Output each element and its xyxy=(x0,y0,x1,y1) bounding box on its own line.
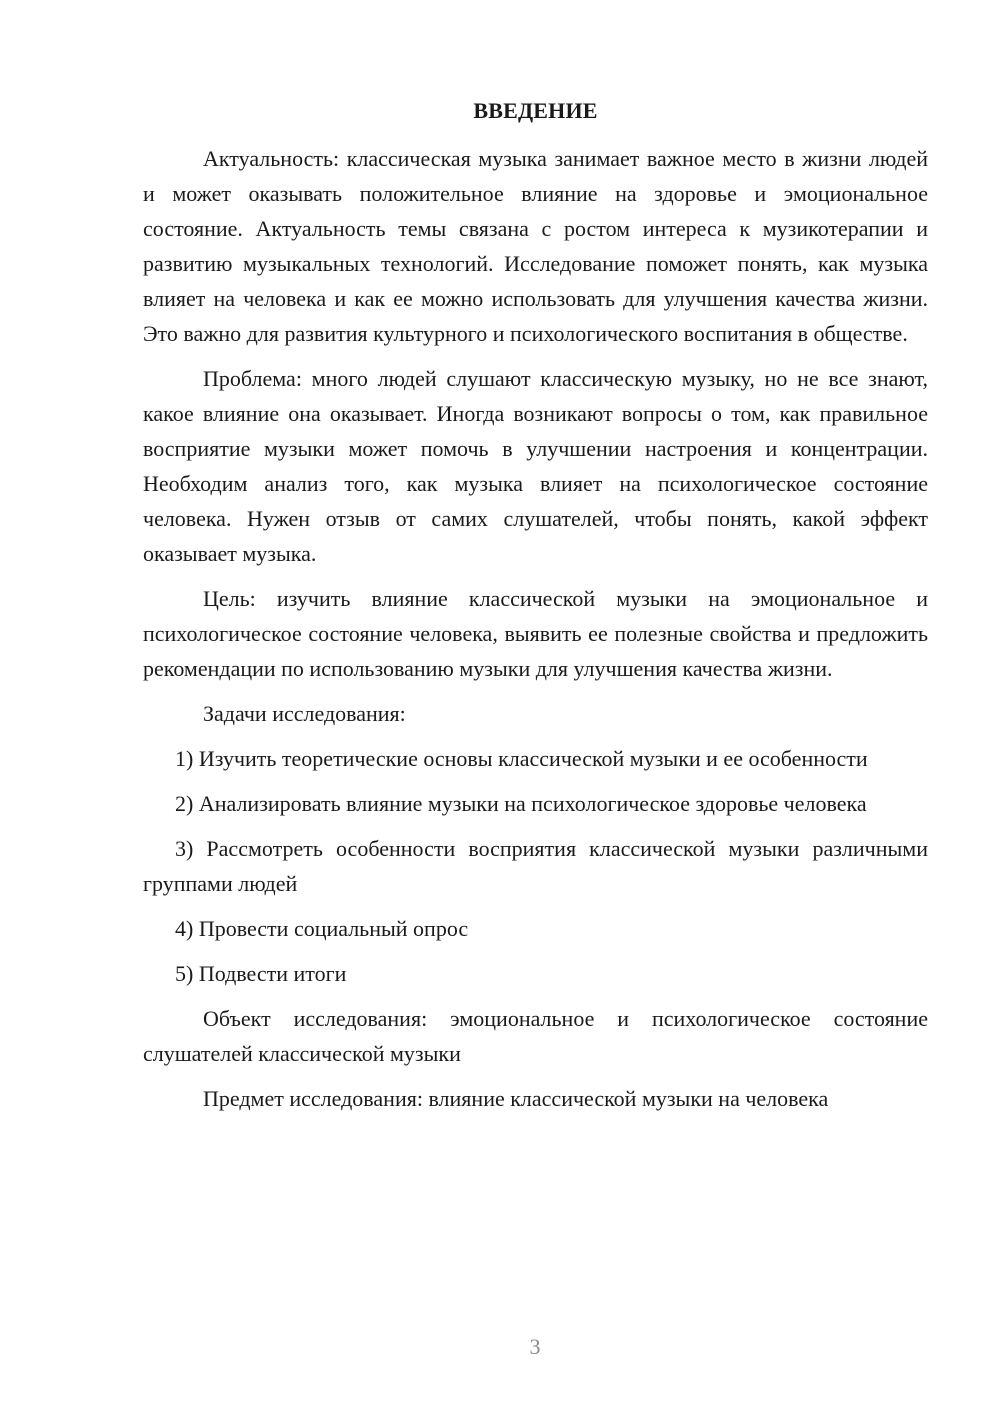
page-number: 3 xyxy=(529,1334,541,1359)
tasks-title: Задачи исследования: xyxy=(203,701,406,726)
task-item: 5) Подвести итоги xyxy=(175,961,347,986)
tasks-list xyxy=(143,741,928,991)
object-paragraph: Объект исследования: эмоциональное и психологическое состояние слушателей классической музыки xyxy=(143,1006,928,1066)
problem-paragraph: Проблема: много людей слушают классическую музыку, но не все знают, какое влияние она оказывает. Иногда возникают вопросы о том, как правильное восприятие музыки может помочь в улучшении настроения и концентрации. Необходим анализ того, как музыка влияет на психологическое состояние человека. Нужен отзыв от самих слушателей, чтобы понять, какой эффект оказывает музыка. xyxy=(143,366,928,566)
task-item: 4) Провести социальный опрос xyxy=(175,916,469,941)
subject-paragraph: Предмет исследования: влияние классической музыки на человека xyxy=(203,1086,829,1111)
page-body xyxy=(143,96,928,1126)
task-item: 1) Изучить теоретические основы классической музыки и ее особенности xyxy=(175,746,868,771)
goal-paragraph: Цель: изучить влияние классической музыки на эмоциональное и психологическое состояние человека, выявить ее полезные свойства и предложить рекомендации по использованию музыки для улучшения качества жизни. xyxy=(143,586,928,681)
section-heading: ВВЕДЕНИЕ xyxy=(473,98,598,123)
task-item: 3) Рассмотреть особенности восприятия классической музыки различными группами людей xyxy=(143,836,928,896)
task-item: 2) Анализировать влияние музыки на психологическое здоровье человека xyxy=(175,791,867,816)
relevance-paragraph: Актуальность: классическая музыка занимает важное место в жизни людей и может оказывать положительное влияние на здоровье и эмоциональное состояние. Актуальность темы связана с ростом интереса к музикотерапии и развитию музыкальных технологий. Исследование поможет понять, как музыка влияет на человека и как ее можно использовать для улучшения качества жизни. Это важно для развития культурного и психологического воспитания в обществе. xyxy=(143,146,928,346)
